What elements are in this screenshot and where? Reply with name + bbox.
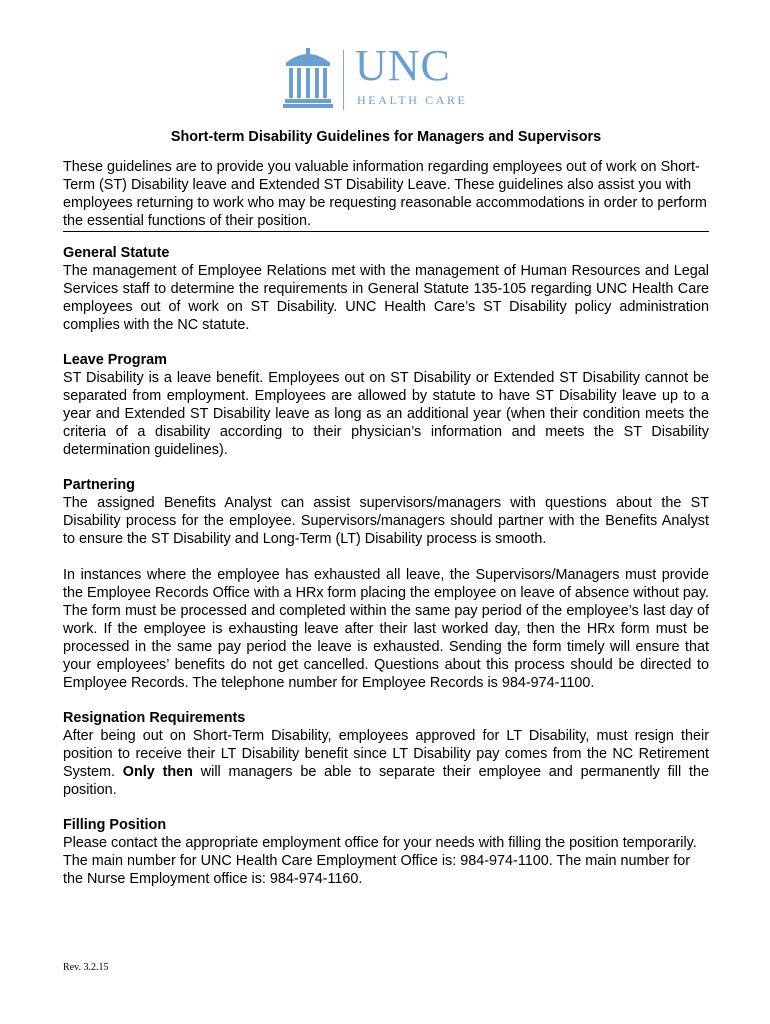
page-title: Short-term Disability Guidelines for Managers and Supervisors bbox=[170, 129, 602, 145]
section-body: In instances where the employee has exhausted all leave, the Supervisors/Managers must provide the Employee Records Office with a HRx form placing the employee on leave of absence without pay. The form must be processed and completed within the same pay period of the employee’s last day of work. If the employee is exhausting leave after their last worked day, then the HRx form must be processed in the same pay period the leave is exhausted. Sending the form timely will ensure that your employees’ benefits do not get cancelled. Questions about this process should be directed to Employee Records. The telephone number for Employee Records is 984-974-1100. bbox=[63, 567, 709, 691]
section-filling-position bbox=[63, 816, 709, 888]
section-body: Please contact the appropriate employment office for your needs with filling the position temporarily. The main number for UNC Health Care Employment Office is: 984-974-1100. The main number for the Nurse Employment office is: 984-974-1160. bbox=[63, 835, 697, 887]
section-heading: General Statute bbox=[63, 245, 170, 261]
resignation-emphasis: Only then bbox=[122, 764, 193, 780]
logo-subtitle: HEALTH CARE bbox=[357, 93, 468, 107]
section-leave-program bbox=[63, 351, 709, 459]
logo-wordmark: UNC bbox=[355, 41, 451, 90]
intro-paragraph: These guidelines are to provide you valuable information regarding employees out of work on Short-Term (ST) Disability leave and Extended ST Disability Leave. These guidelines also assist you with employees returning to work who may be requesting reasonable accommodations in order to perform the essential functions of their position. bbox=[63, 158, 709, 232]
section-resignation-requirements bbox=[63, 709, 709, 799]
document-body bbox=[63, 128, 709, 905]
section-body: ST Disability is a leave benefit. Employees out on ST Disability or Extended ST Disability cannot be separated from employment. Employees are allowed by statute to have ST Disability leave up to a year and Extended ST Disability leave as long as an additional year (when their condition meets the criteria of a disability according to their physician’s information and meets the ST Disability determination guidelines). bbox=[63, 370, 709, 458]
resignation-text-end: will managers be able to separate their employee and permanently fill the position. bbox=[63, 764, 709, 798]
section-body: The management of Employee Relations met with the management of Human Resources and Legal Services staff to determine the requirements in General Statute 135-105 regarding UNC Health Care employees out of work on ST Disability. UNC Health Care’s ST Disability policy administration complies with the NC statute. bbox=[63, 263, 709, 333]
old-well-icon bbox=[283, 48, 333, 108]
section-partnering bbox=[63, 476, 709, 692]
section-heading: Partnering bbox=[63, 477, 135, 493]
section-heading: Filling Position bbox=[63, 817, 167, 833]
section-general-statute bbox=[63, 244, 709, 334]
section-heading: Leave Program bbox=[63, 352, 167, 368]
revision-label: Rev. 3.2.15 bbox=[63, 962, 109, 973]
section-heading: Resignation Requirements bbox=[63, 710, 246, 726]
logo-divider bbox=[343, 50, 344, 110]
unc-health-care-logo bbox=[283, 41, 493, 114]
section-body bbox=[63, 727, 709, 799]
resignation-text-start: After being out on Short-Term Disability, employees approved for LT Disability, must resign their position to receive their LT Disability benefit since LT Disability pay comes from the NC Retirement System. bbox=[63, 728, 709, 780]
section-body: The assigned Benefits Analyst can assist supervisors/managers with questions about the ST Disability process for the employee. Supervisors/managers should partner with the Benefits Analyst to ensure the ST Disability and Long-Term (LT) Disability process is smooth. bbox=[63, 495, 709, 547]
